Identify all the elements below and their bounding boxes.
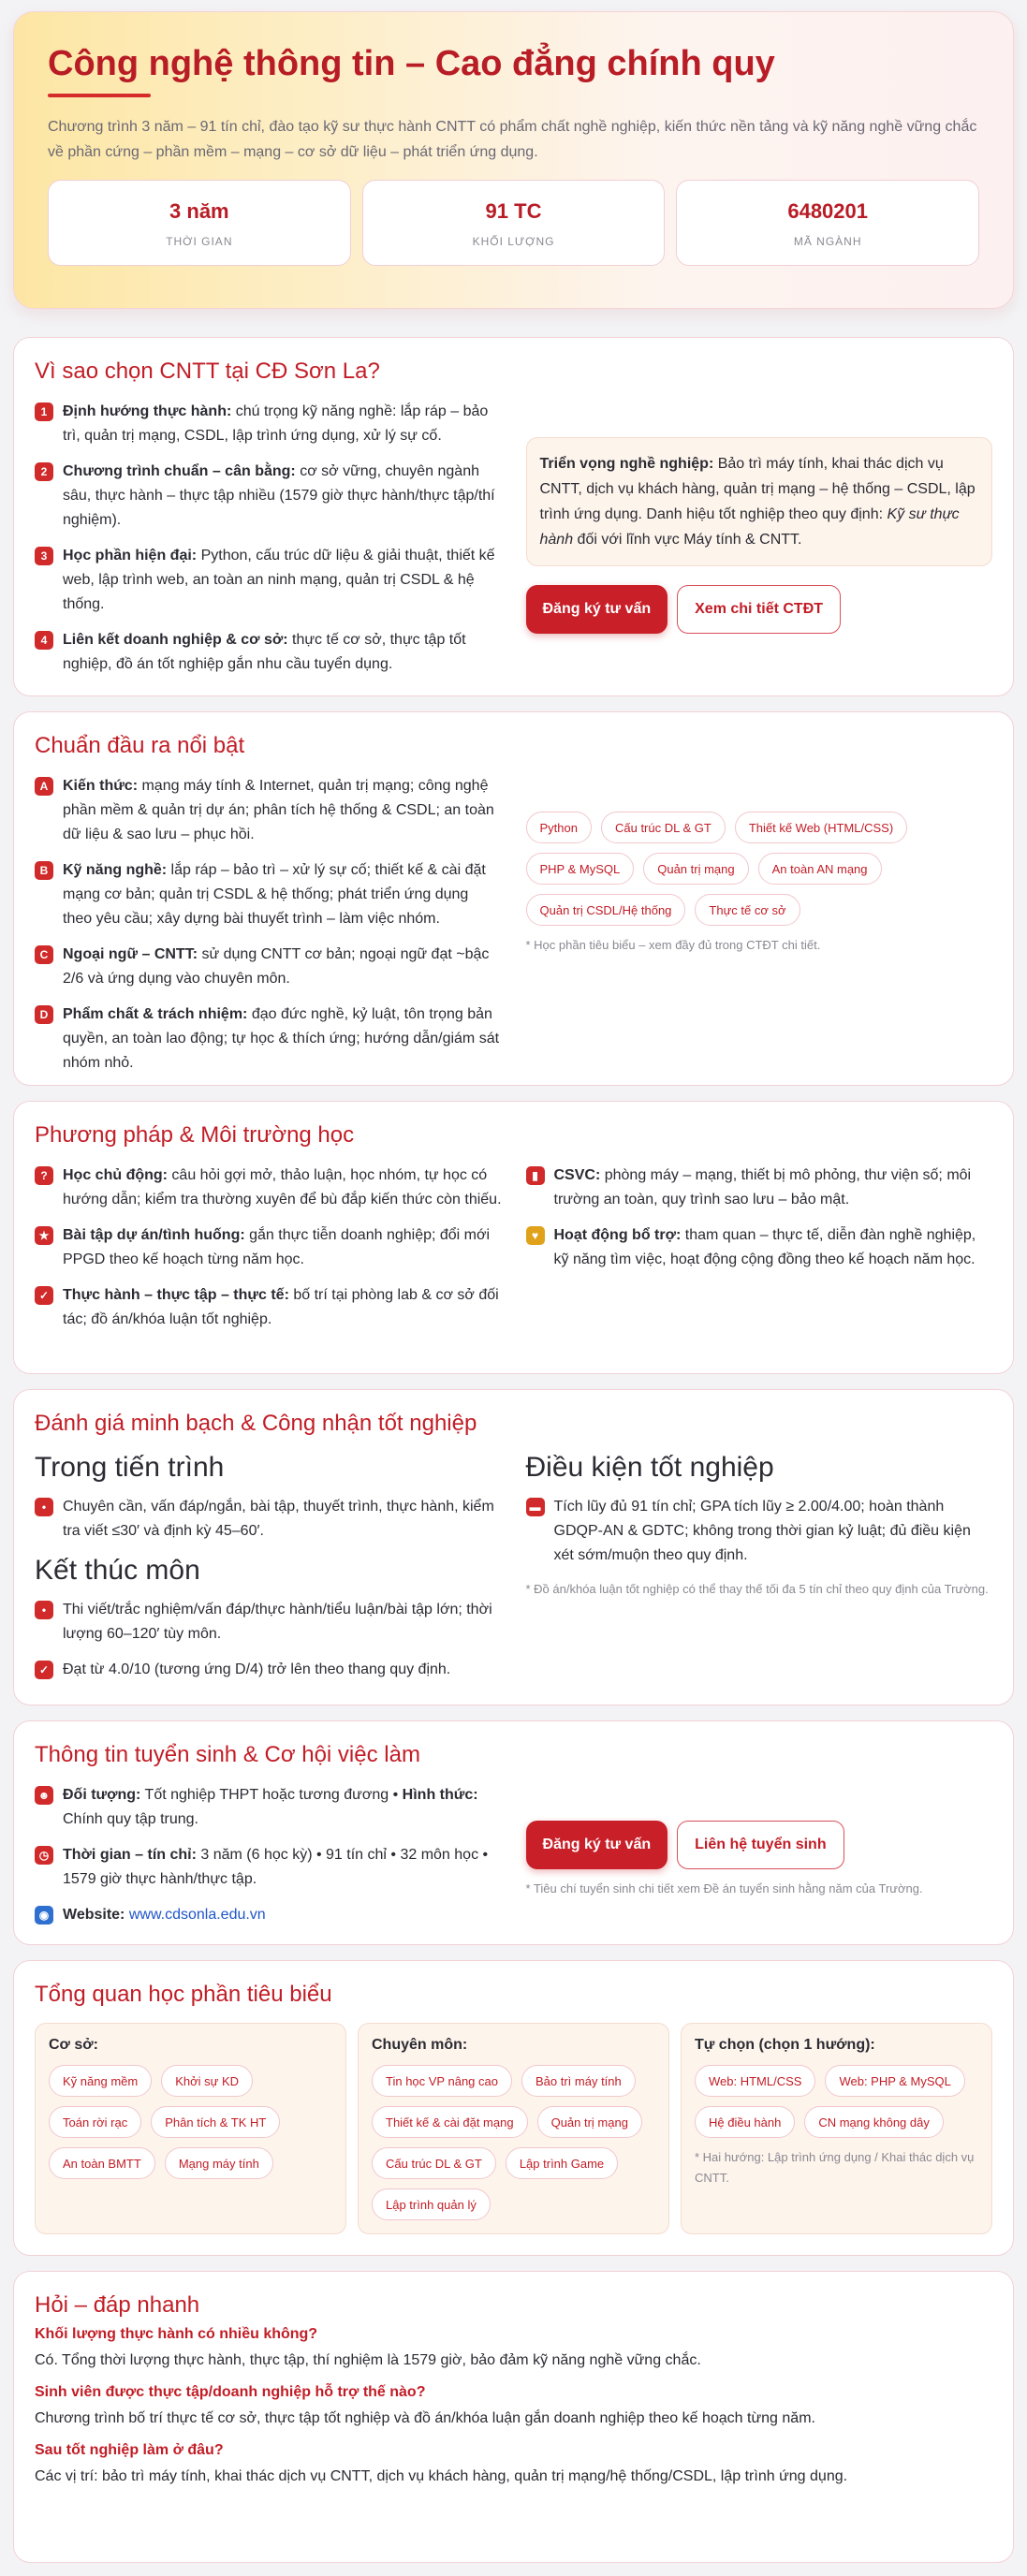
stat-credits	[362, 180, 666, 266]
course-chip: Web: HTML/CSS	[695, 2065, 815, 2097]
faq-answer: Các vị trí: bảo trì máy tính, khai thác dịch vụ CNTT, dịch vụ khách hàng, quản trị mạng/hệ thống/CSDL, lập trình ứng dụng.	[35, 2468, 848, 2484]
page-title: Công nghệ thông tin – Cao đẳng chính quy	[48, 44, 775, 83]
list-item	[35, 1223, 502, 1272]
group-title: Cơ sở:	[49, 2037, 98, 2053]
item-text: Tích lũy đủ 91 tín chỉ; GPA tích lũy ≥ 2.00/4.00; hoàn thành GDQP-AN & GDTC; không trong thời gian kỷ luật; đủ điều kiện xét sớm/muộn theo quy định.	[553, 1499, 971, 1563]
list-item	[35, 1495, 502, 1544]
building-icon: ▮	[526, 1166, 545, 1185]
heart-icon: ♥	[526, 1226, 545, 1245]
item-text: sử dụng CNTT cơ bản; ngoại ngữ đạt ~bậc 2/6 và ứng dụng vào chuyên môn.	[63, 946, 490, 987]
list-item	[35, 1658, 502, 1682]
course-chip: Lập trình quản lý	[372, 2188, 491, 2220]
item-text: tham quan – thực tế, diễn đàn nghề nghiệp, kỹ năng tìm việc, hoạt động cộng đồng theo kế hoạch năm học.	[553, 1227, 976, 1267]
faq-answer: Chương trình bố trí thực tế cơ sở, thực tập tốt nghiệp và đồ án/khóa luận gắn doanh nghiệp theo kế hoạch từng năm.	[35, 2410, 815, 2426]
item-text: bố trí tại phòng lab & cơ sở đối tác; đồ án/khóa luận tốt nghiệp.	[63, 1287, 499, 1327]
list-item	[35, 1164, 502, 1212]
admission-right	[526, 1783, 993, 1939]
number-badge: 1	[35, 402, 53, 421]
letter-badge: B	[35, 861, 53, 880]
section-title: Chuẩn đầu ra nổi bật	[35, 733, 245, 758]
item-label: Thời gian – tín chỉ:	[63, 1847, 197, 1863]
view-curriculum-button[interactable]: Xem chi tiết CTĐT	[677, 585, 841, 634]
item-text: phòng máy – mạng, thiết bị mô phỏng, thư viện số; môi trường an toàn, quy trình sao lưu – bảo mật.	[553, 1167, 972, 1208]
admission-left	[35, 1783, 502, 1939]
course-chip: Quản trị mạng	[643, 853, 748, 885]
list-item	[35, 400, 502, 448]
course-chip: Thiết kế & cài đặt mạng	[372, 2106, 528, 2138]
hero-description: Chương trình 3 năm – 91 tín chỉ, đào tạo kỹ sư thực hành CNTT có phẩm chất nghề nghiệp, kiến thức nền tảng và kỹ năng nghề vững chắc về phần cứng – phần mềm – mạng – cơ sở dữ liệu – phát triển ứng dụng.	[48, 119, 977, 160]
website-link[interactable]: www.cdsonla.edu.vn	[128, 1907, 266, 1923]
item-label: Website:	[63, 1907, 125, 1923]
course-chip: Python	[526, 812, 592, 843]
outcomes-section	[13, 711, 1014, 1086]
item-label: Thực hành – thực tập – thực tế:	[63, 1287, 289, 1303]
overview-section	[13, 1960, 1014, 2256]
course-chip: An toàn BMTT	[49, 2147, 155, 2179]
stat-value: 3 năm	[169, 199, 229, 223]
stat-label: THỜI GIAN	[166, 235, 233, 248]
item-text: thực tế cơ sở, thực tập tốt nghiệp, đồ án tốt nghiệp gắn nhu cầu tuyển dụng.	[63, 632, 466, 672]
section-title: Thông tin tuyển sinh & Cơ hội việc làm	[35, 1742, 420, 1767]
elective-note: * Hai hướng: Lập trình ứng dụng / Khai thác dịch vụ CNTT.	[695, 2150, 975, 2185]
list-item	[35, 1283, 502, 1332]
register-consult-button[interactable]: Đăng ký tư vấn	[526, 1821, 668, 1869]
number-badge: 2	[35, 462, 53, 481]
letter-badge: A	[35, 777, 53, 796]
section-title: Hỏi – đáp nhanh	[35, 2292, 200, 2318]
item-text: gắn thực tiễn doanh nghiệp; đổi mới PPGD theo kế hoạch từng năm học.	[63, 1227, 491, 1267]
why-section	[13, 337, 1014, 696]
why-list	[35, 400, 502, 688]
faq-question: Sau tốt nghiệp làm ở đâu?	[35, 2442, 224, 2458]
student-icon: ☻	[35, 1786, 53, 1805]
outcomes-list	[35, 774, 502, 1087]
title-underline	[48, 94, 151, 97]
course-chip: Cấu trúc DL & GT	[601, 812, 726, 843]
course-group-elective	[681, 2023, 992, 2234]
item-text: Thi viết/trắc nghiệm/vấn đáp/thực hành/tiểu luận/bài tập lớn; thời lượng 60–120′ tùy môn.	[63, 1602, 492, 1642]
list-item	[35, 1003, 502, 1076]
course-chip: PHP & MySQL	[526, 853, 635, 885]
course-chip: Bảo trì máy tính	[521, 2065, 636, 2097]
number-badge: 4	[35, 631, 53, 650]
item-text: Tốt nghiệp THPT hoặc tương đương •	[140, 1787, 403, 1803]
number-badge: 3	[35, 547, 53, 565]
career-box	[526, 437, 993, 566]
list-item	[526, 1223, 993, 1272]
item-text: Chuyên cần, vấn đáp/ngắn, bài tập, thuyết trình, thực hành, kiểm tra viết ≤30′ và định kỳ 45–60′.	[63, 1499, 494, 1539]
stat-code	[676, 180, 979, 266]
list-item	[35, 628, 502, 677]
item-label: CSVC:	[553, 1167, 601, 1183]
faq-section	[13, 2271, 1014, 2563]
item-text: đạo đức nghề, kỷ luật, tôn trọng bản quyền, an toàn lao động; tự học & thích ứng; hướng dẫn/giám sát nhóm nhỏ.	[63, 1006, 500, 1071]
item-text: 3 năm (6 học kỳ) • 91 tín chỉ • 32 môn học • 1579 giờ thực hành/thực tập.	[63, 1847, 489, 1887]
admission-section	[13, 1720, 1014, 1945]
item-label: Phẩm chất & trách nhiệm:	[63, 1006, 248, 1022]
item-label: Học chủ động:	[63, 1167, 168, 1183]
course-chip: Quản trị mạng	[537, 2106, 642, 2138]
item-label: Liên kết doanh nghiệp & cơ sở:	[63, 632, 288, 648]
course-chip: Phân tích & TK HT	[151, 2106, 280, 2138]
course-chip: Toán rời rạc	[49, 2106, 141, 2138]
faq-question: Khối lượng thực hành có nhiều không?	[35, 2326, 318, 2342]
list-item	[526, 1495, 993, 1568]
box-tail: đối với lĩnh vực Máy tính & CNTT.	[573, 532, 802, 548]
item-text: câu hỏi gợi mở, thảo luận, học nhóm, tự học có hướng dẫn; kiểm tra thường xuyên để bù đắp kiến thức còn thiếu.	[63, 1167, 502, 1208]
course-chip: Quản trị CSDL/Hệ thống	[526, 894, 686, 926]
hero-section	[13, 11, 1014, 309]
why-side	[526, 400, 993, 688]
item-text: Đạt từ 4.0/10 (tương ứng D/4) trở lên theo thang quy định.	[63, 1661, 451, 1677]
dot-icon: •	[35, 1498, 53, 1516]
item-label: Kiến thức:	[63, 778, 139, 794]
list-item	[526, 1164, 993, 1212]
assessment-right	[526, 1452, 993, 1693]
admission-note: * Tiêu chí tuyển sinh chi tiết xem Đề án tuyển sinh hằng năm của Trường.	[525, 1881, 923, 1895]
stats-row	[48, 180, 979, 266]
stat-label: KHỐI LƯỢNG	[472, 235, 555, 248]
course-chip: An toàn AN mạng	[758, 853, 882, 885]
stat-value: 6480201	[787, 199, 868, 223]
group-title: Tự chọn (chọn 1 hướng):	[695, 2037, 875, 2053]
diploma-icon: ▬	[526, 1498, 545, 1516]
dot-icon: •	[35, 1601, 53, 1619]
item-text: mạng máy tính & Internet, quản trị mạng; công nghệ phần mềm & quản trị dự án; phân tích hệ thống & CSDL; an toàn dữ liệu & sao lưu – phục hồi.	[63, 778, 494, 842]
course-chip: Mạng máy tính	[165, 2147, 273, 2179]
list-item	[35, 1783, 502, 1832]
stat-label: MÃ NGÀNH	[793, 235, 862, 248]
outcomes-note: * Học phần tiêu biểu – xem đầy đủ trong CTĐT chi tiết.	[525, 938, 821, 952]
item-text: chú trọng kỹ năng nghề: lắp ráp – bảo trì, quản trị mạng, CSDL, lập trình ứng dụng, xử lý sự cố.	[63, 403, 489, 444]
course-chip: Thực tế cơ sở	[695, 894, 800, 926]
globe-icon: ◉	[35, 1906, 53, 1925]
graduation-note: * Đồ án/khóa luận tốt nghiệp có thể thay thế tối đa 5 tín chỉ theo quy định của Trường.	[525, 1582, 989, 1596]
item-label: Bài tập dự án/tình huống:	[63, 1227, 245, 1243]
course-group-basic	[35, 2023, 346, 2234]
outcomes-chips	[526, 774, 993, 1087]
contact-admission-button[interactable]: Liên hệ tuyển sinh	[677, 1821, 844, 1869]
item-text: Chính quy tập trung.	[63, 1811, 198, 1827]
faq-question: Sinh viên được thực tập/doanh nghiệp hỗ trợ thế nào?	[35, 2384, 426, 2400]
item-text: Python, cấu trúc dữ liệu & giải thuật, thiết kế web, lập trình web, an toàn an ninh mạng, quản trị CSDL & hệ thống.	[63, 548, 495, 612]
section-title: Phương pháp & Môi trường học	[35, 1122, 355, 1148]
list-item	[35, 858, 502, 931]
item-label: Ngoại ngữ – CNTT:	[63, 946, 198, 962]
course-chip: Lập trình Game	[506, 2147, 618, 2179]
section-title: Tổng quan học phần tiêu biểu	[35, 1982, 332, 2007]
course-group-major	[358, 2023, 669, 2234]
item-label: Hoạt động bổ trợ:	[553, 1227, 682, 1243]
assessment-left	[35, 1452, 502, 1693]
check-icon: ✓	[35, 1286, 53, 1305]
section-title: Vì sao chọn CNTT tại CĐ Sơn La?	[35, 359, 380, 384]
methods-section	[13, 1101, 1014, 1374]
course-chip: Kỹ năng mềm	[49, 2065, 152, 2097]
box-label: Triển vọng nghề nghiệp:	[539, 456, 714, 472]
course-chip: Khởi sự KD	[161, 2065, 253, 2097]
faq-answer: Có. Tổng thời lượng thực hành, thực tập, thí nghiệm là 1579 giờ, bảo đảm kỹ năng nghề vững chắc.	[35, 2352, 701, 2368]
list-item	[35, 1903, 502, 1927]
course-chip: Cấu trúc DL & GT	[372, 2147, 496, 2179]
letter-badge: C	[35, 945, 53, 964]
list-item	[35, 1598, 502, 1647]
item-label: Chương trình chuẩn – cân bằng:	[63, 463, 296, 479]
stat-duration	[48, 180, 351, 266]
list-item	[35, 943, 502, 991]
list-item	[35, 544, 502, 617]
item-text: lắp ráp – bảo trì – xử lý sự cố; thiết kế & cài đặt mạng cơ bản; quản trị CSDL & hệ thống; phát triển ứng dụng theo yêu cầu; xây dựng bài thuyết trình – làm việc nhóm.	[63, 862, 486, 927]
star-icon: ★	[35, 1226, 53, 1245]
section-title: Đánh giá minh bạch & Công nhận tốt nghiệp	[35, 1411, 477, 1436]
course-chip: Thiết kế Web (HTML/CSS)	[735, 812, 907, 843]
course-chip: CN mạng không dây	[804, 2106, 944, 2138]
graduation-heading: Điều kiện tốt nghiệp	[525, 1452, 774, 1483]
course-chip: Web: PHP & MySQL	[825, 2065, 964, 2097]
check-icon: ✓	[35, 1661, 53, 1679]
clock-icon: ◷	[35, 1846, 53, 1865]
methods-right	[526, 1164, 993, 1343]
item-text: cơ sở vững, chuyên ngành sâu, thực hành – thực tập nhiều (1579 giờ thực hành/thực tập/thí nghiệm).	[63, 463, 495, 528]
course-chip: Tin học VP nâng cao	[372, 2065, 512, 2097]
register-consult-button[interactable]: Đăng ký tư vấn	[526, 585, 668, 634]
box-italic: Kỹ sư thực hành	[539, 506, 960, 548]
item-label: Học phần hiện đại:	[63, 548, 198, 564]
stat-value: 91 TC	[485, 199, 542, 223]
final-heading: Kết thúc môn	[35, 1555, 200, 1586]
question-icon: ?	[35, 1166, 53, 1185]
list-item	[35, 774, 502, 847]
group-title: Chuyên môn:	[372, 2037, 468, 2053]
progress-heading: Trong tiến trình	[35, 1452, 225, 1483]
methods-left	[35, 1164, 502, 1343]
item-label: Định hướng thực hành:	[63, 403, 232, 419]
letter-badge: D	[35, 1005, 53, 1024]
item-label: Đối tượng:	[63, 1787, 141, 1803]
course-chip: Hệ điều hành	[695, 2106, 795, 2138]
list-item	[35, 1843, 502, 1892]
item-label: Kỹ năng nghề:	[63, 862, 168, 878]
box-text: Bảo trì máy tính, khai thác dịch vụ CNTT, dịch vụ khách hàng, quản trị mạng – hệ thống – CSDL, lập trình ứng dụng. Danh hiệu tốt nghiệp theo quy định:	[539, 456, 976, 522]
assessment-section	[13, 1389, 1014, 1705]
item-label: Hình thức:	[402, 1787, 478, 1803]
list-item	[35, 460, 502, 533]
